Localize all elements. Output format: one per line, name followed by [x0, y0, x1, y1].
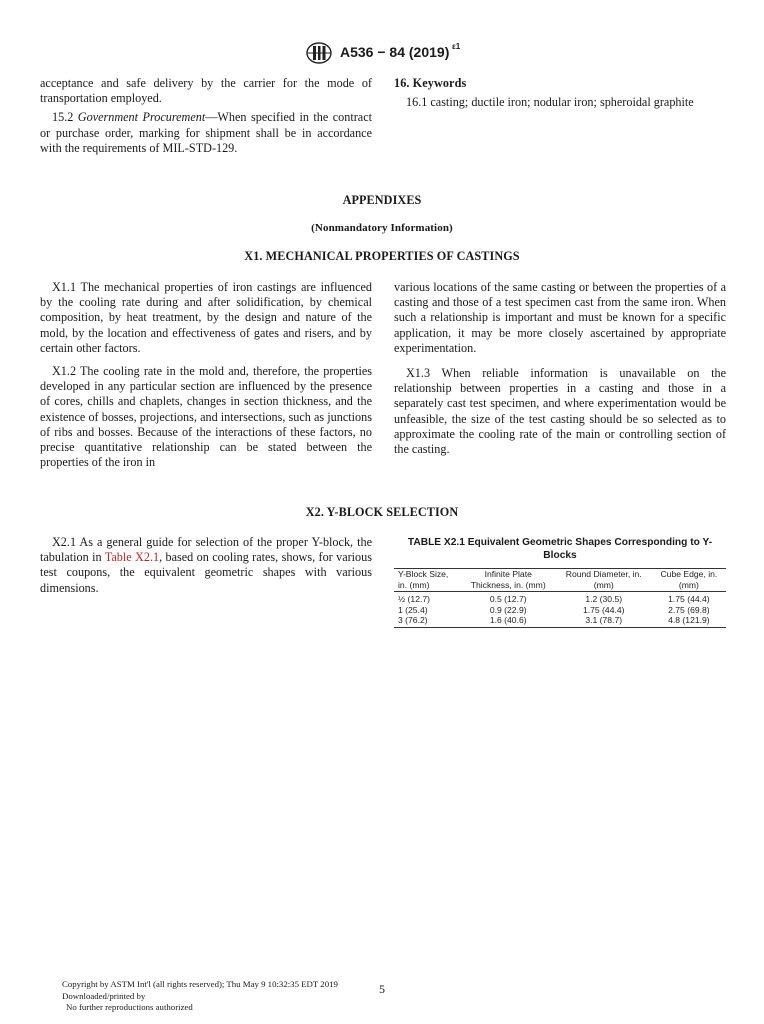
- table-caption-label: TABLE X2.1: [407, 537, 465, 548]
- table-cell: 3 (76.2): [394, 615, 461, 627]
- table-x2-1-link[interactable]: Table X2.1: [104, 550, 160, 565]
- paragraph-15-1-end: acceptance and safe delivery by the carrier for the mode of transportation employed.: [40, 76, 372, 106]
- paragraph-x1-2-continued: various locations of the same casting or between the properties of a casting and those of a test specimen cast from the same iron. When such a relationship is important and must be known for a specific application, it may be more closely ascertained by appropriate experimentation.: [394, 280, 726, 355]
- page-header: [0, 42, 764, 64]
- table-cell: 1 (25.4): [398, 604, 428, 615]
- paragraph-x1-3: X1.3 When reliable information is unavailable on the relationship between properties in a casting and those in a separately cast test specimen, and where experimentation would be unfeasible, the size of the test casting should be so selected as to approximate the cooling rate of the main or controlling section of the casting.: [394, 366, 726, 457]
- x1-heading: X1. MECHANICAL PROPERTIES OF CASTINGS: [244, 249, 520, 263]
- column-header: Infinite Plate Thickness, in. (mm): [461, 569, 556, 592]
- section-15-continued: [40, 76, 372, 156]
- reproduction-notice: No further reproductions authorized: [66, 1002, 193, 1012]
- edition-superscript: ε1: [452, 42, 461, 51]
- x1-left-column: [40, 280, 372, 470]
- x2-left-column: [40, 535, 372, 596]
- table-cell: 1.75 (44.4): [668, 594, 710, 604]
- astm-logo-icon: [304, 42, 334, 64]
- table-header-row: [394, 569, 726, 592]
- table-row: [394, 615, 726, 627]
- table-x2-1: [394, 537, 726, 628]
- table-cell: 0.9 (22.9): [489, 604, 527, 615]
- table-cell: 1.6 (40.6): [461, 615, 556, 627]
- table-cell: 1.75 (44.4): [582, 604, 625, 615]
- section-16-keywords: [394, 76, 726, 110]
- paragraph-text: —When specified in the contract or purchase order, marking for shipment shall be in accordance with the requirements of MIL-STD-129.: [40, 110, 372, 155]
- y-block-table: [394, 568, 726, 628]
- paragraph-text: , based on cooling rates, shows, for various test coupons, the equivalent geometric shapes with various dimensions.: [40, 550, 372, 595]
- keywords-paragraph: 16.1 casting; ductile iron; nodular iron; spheroidal graphite: [406, 95, 694, 109]
- download-line: Downloaded/printed by: [62, 990, 146, 1001]
- copyright-footer: [62, 979, 338, 1014]
- table-caption-text: Equivalent Geometric Shapes Corresponding to Y-Blocks: [467, 537, 713, 561]
- keywords-heading: 16. Keywords: [394, 76, 467, 90]
- paragraph-text: X2.1 As a general guide for selection of the proper Y-block, the tabulation in: [40, 535, 372, 565]
- appendixes-subtitle: (Nonmandatory Information): [311, 222, 453, 234]
- table-row: [394, 592, 726, 605]
- table-cell: 3.1 (78.7): [556, 615, 652, 627]
- paragraph-15-2: [40, 110, 372, 156]
- appendixes-title: APPENDIXES: [342, 193, 422, 207]
- table-row: [394, 605, 726, 616]
- column-header: Cube Edge, in. (mm): [652, 569, 726, 592]
- copyright-line: Copyright by ASTM Int'l (all rights reserved); Thu May 9 10:32:35 EDT 2019: [62, 979, 338, 989]
- column-header: Y-Block Size, in. (mm): [394, 569, 461, 592]
- table-cell: 0.5 (12.7): [489, 594, 527, 604]
- paragraph-x2-1: [40, 535, 372, 596]
- x1-right-column: [394, 280, 726, 457]
- paragraph-x1-1: X1.1 The mechanical properties of iron castings are influenced by the cooling rate during and after solidification, by chemical composition, by heat treatment, by the design and nature of the mold, by the location and effectiveness of gates and risers, and by certain other factors.: [40, 280, 372, 355]
- column-header: Round Diameter, in. (mm): [556, 569, 652, 592]
- table-caption: [394, 537, 726, 562]
- standard-designation: A536 − 84 (2019): [340, 44, 450, 60]
- table-cell: 1.2 (30.5): [585, 594, 623, 604]
- page-number: 5: [379, 982, 385, 996]
- table-cell: 4.8 (121.9): [652, 615, 726, 627]
- table-cell: 2.75 (69.8): [668, 604, 710, 615]
- paragraph-x1-2: X1.2 The cooling rate in the mold and, therefore, the properties developed in any particular section are influenced by the presence of cores, chills and chaplets, changes in section thickness, and the existence of bosses, projections, and intersections, such as junctions of ribs and bosses. Because of the interactions of these factors, no precise quantitative relationship can be stated between the properties of the iron in: [40, 364, 372, 470]
- table-cell: ½ (12.7): [398, 594, 431, 604]
- x2-heading: X2. Y-BLOCK SELECTION: [305, 505, 459, 519]
- italic-term: Government Procurement: [77, 110, 206, 125]
- paragraph-number: 15.2: [52, 110, 74, 125]
